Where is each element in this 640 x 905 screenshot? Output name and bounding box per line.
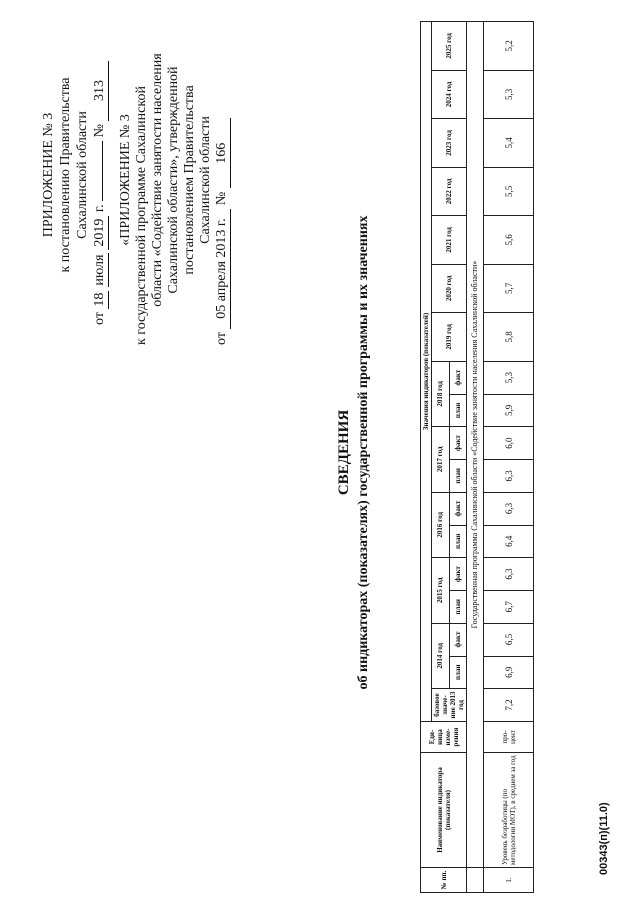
- appendix2-number: 166: [214, 118, 231, 188]
- appendix-line1: к постановлению Правительства: [58, 77, 73, 273]
- appendix2-date-line: от 05 апреля 2013 г. № 166: [214, 15, 231, 345]
- document-code: 00343(п)(11.0): [598, 802, 610, 875]
- appendix-date-line: от 18 июля 2019 г. № 313: [91, 25, 109, 325]
- heading-subtitle: об индикаторах (показателях) государственной программы и их значениях: [356, 215, 371, 690]
- heading-title: СВЕДЕНИЯ: [336, 409, 352, 496]
- appendix-title: ПРИЛОЖЕНИЕ № 3: [41, 112, 56, 238]
- appendix-month: июля: [92, 254, 107, 286]
- col-unit: Еди-ница изме-рения: [421, 722, 467, 753]
- appendix2-date: 05 апреля 2013 г.: [214, 209, 231, 329]
- appendix-line2: Сахалинской области: [75, 111, 90, 239]
- appendix2-title: «ПРИЛОЖЕНИЕ № 3: [118, 114, 133, 246]
- col-num: № пп.: [421, 868, 467, 893]
- col-name: Наименование индикатора (показателя): [421, 753, 467, 868]
- appendix2-block: «ПРИЛОЖЕНИЕ № 3 к государственной программе Сахалинской области «Содействие занятости населения Сахалинской области», утвержденной постановлением Правительства Сахалинской области от 05 апреля 2013 г. № 166: [118, 15, 231, 345]
- appendix-block: [40, 25, 109, 325]
- appendix-year: 2019: [91, 216, 109, 250]
- col-base: базовое значе-ние 2013 год: [432, 689, 467, 722]
- indicators-table: № пп. Наименование индикатора (показателя) Еди-ница изме-рения Значения индикаторов (показателей) базовое значе-ние 2013 год 2014 год 2015 год 2016 год 2017 год 2018 год 2019 год 2020 год 2021 год 2022 год 2023 год 2024 год 2025 год план факт план факт план факт план факт план факт Государственная программа Сахалинской области «Содействие занятости населения Сахалинской области» 1. Уровень безработицы (по методологии МОТ), в среднем за год про-цент 7,2 6,9 6,5 6,7 6,3 6,4 6,3 6,3 6,0 5,9 5,3 5,8 5,7 5,6 5,5 5,4 5,3 5,2: [420, 21, 534, 893]
- appendix-day: 18: [92, 292, 107, 307]
- col-values: Значения индикаторов (показателей): [421, 22, 432, 722]
- table-row: 1. Уровень безработицы (по методологии МОТ), в среднем за год про-цент 7,2 6,9 6,5 6,7 6,3 6,4 6,3 6,3 6,0 5,9 5,3 5,8 5,7 5,6 5,5 5,4 5,3 5,2: [484, 22, 534, 893]
- appendix-number: 313: [91, 61, 109, 121]
- program-row: Государственная программа Сахалинской области «Содействие занятости населения Сахалинской области»: [467, 22, 484, 868]
